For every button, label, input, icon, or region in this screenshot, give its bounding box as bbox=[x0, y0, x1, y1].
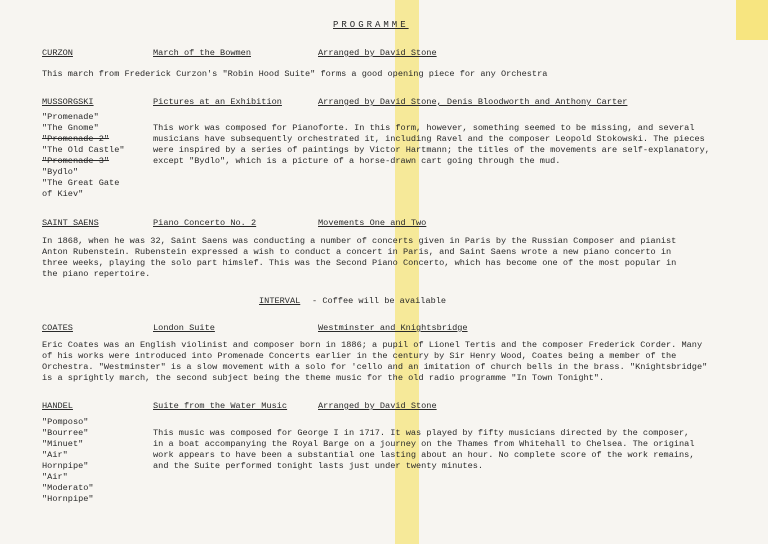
handel-composer: HANDEL bbox=[42, 401, 73, 411]
mussorgski-movement: "Promenade" bbox=[42, 112, 99, 122]
handel-movement: Hornpipe" bbox=[42, 461, 89, 471]
saintsaens-desc-line: Anton Rubenstein. Rubenstein expressed a wish to conduct a concert in Paris, and Saint Saens wrote a new piano concerto in bbox=[42, 247, 672, 257]
handel-movement: "Minuet" bbox=[42, 439, 84, 449]
handel-desc-line: in a boat accompanying the Royal Barge on a journey on the Thames from Whitehall to Chelsea. The original bbox=[153, 439, 695, 449]
handel-desc-line: and the Suite performed tonight lasts just under twenty minutes. bbox=[153, 461, 484, 471]
mussorgski-movement: "Promenade 2" bbox=[42, 134, 110, 144]
mussorgski-desc-line: except "Bydlo", which is a picture of a horse-drawn cart going through the mud. bbox=[153, 156, 561, 166]
mussorgski-movement: "Bydlo" bbox=[42, 167, 79, 177]
mussorgski-desc-line: musicians have subsequently orchestrated it, including Ravel and the composer Leopold Stokowski. The pieces bbox=[153, 134, 705, 144]
saintsaens-work: Piano Concerto No. 2 bbox=[153, 218, 257, 228]
mussorgski-movement: "The Great Gate bbox=[42, 178, 120, 188]
coates-arranger: Westminster and Knightsbridge bbox=[318, 323, 468, 333]
mussorgski-composer: MUSSORGSKI bbox=[42, 97, 94, 107]
handel-work: Suite from the Water Music bbox=[153, 401, 288, 411]
handel-movement: "Air" bbox=[42, 472, 68, 482]
saintsaens-arranger: Movements One and Two bbox=[318, 218, 427, 228]
coates-desc-line: Eric Coates was an English violinist and composer born in 1886; a pupil of Lionel Tertis and the composer Frederick Corder. Many bbox=[42, 340, 703, 350]
mussorgski-arranger: Arranged by David Stone, Denis Bloodworth and Anthony Carter bbox=[318, 97, 628, 107]
interval-label: INTERVAL bbox=[259, 296, 301, 306]
handel-movement: "Bourree" bbox=[42, 428, 89, 438]
handel-movement: "Moderato" bbox=[42, 483, 94, 493]
coates-desc-line: Orchestra. "Westminster" is a slow movement with a solo for 'cello and an imitation of church bells in the brass. "Knightsbridge" bbox=[42, 362, 708, 372]
saintsaens-composer: SAINT SAENS bbox=[42, 218, 99, 228]
interval-text: - Coffee will be available bbox=[312, 296, 447, 306]
coates-desc-line: is a sprightly march, the second subject being the theme music for the old radio programme "In Town Tonight". bbox=[42, 373, 605, 383]
yellow-tape-corner bbox=[736, 0, 768, 40]
saintsaens-desc-line: In 1868, when he was 32, Saint Saens was conducting a number of concerts given in Paris by the Russian Composer and pianist bbox=[42, 236, 677, 246]
curzon-arranger: Arranged by David Stone bbox=[318, 48, 437, 58]
mussorgski-movement: "Promenade 3" bbox=[42, 156, 110, 166]
curzon-work: March of the Bowmen bbox=[153, 48, 251, 58]
curzon-description: This march from Frederick Curzon's "Robin Hood Suite" forms a good opening piece for any Orchestra bbox=[42, 69, 548, 79]
handel-arranger: Arranged by David Stone bbox=[318, 401, 437, 411]
coates-composer: COATES bbox=[42, 323, 73, 333]
handel-desc-line: This music was composed for George I in 1717. It was played by fifty musicians directed by the composer, bbox=[153, 428, 690, 438]
mussorgski-movement: of Kiev" bbox=[42, 189, 84, 199]
mussorgski-desc-line: This work was composed for Pianoforte. In this form, however, something seemed to be missing, and several bbox=[153, 123, 695, 133]
handel-movement: "Hornpipe" bbox=[42, 494, 94, 504]
coates-work: London Suite bbox=[153, 323, 215, 333]
mussorgski-movement: "The Gnome" bbox=[42, 123, 99, 133]
saintsaens-desc-line: three weeks, playing the solo part himslef. This was the Second Piano Concerto, which has become one of the most popular in bbox=[42, 258, 677, 268]
mussorgski-work: Pictures at an Exhibition bbox=[153, 97, 282, 107]
handel-movement: "Air" bbox=[42, 450, 68, 460]
saintsaens-desc-line: the piano repertoire. bbox=[42, 269, 151, 279]
handel-desc-line: work appears to have been a substantial one lasting about an hour. No complete score of the work remains, bbox=[153, 450, 695, 460]
coates-desc-line: of his works were introduced into Promenade Concerts earlier in the century by Sir Henry Wood, Coates being a member of the bbox=[42, 351, 677, 361]
mussorgski-desc-line: were inspired by a series of paintings by Victor Hartmann; the titles of the movements are self-explanatory, bbox=[153, 145, 710, 155]
page-title: PROGRAMME bbox=[333, 20, 409, 30]
curzon-composer: CURZON bbox=[42, 48, 73, 58]
mussorgski-movement: "The Old Castle" bbox=[42, 145, 125, 155]
handel-movement: "Pomposo" bbox=[42, 417, 89, 427]
